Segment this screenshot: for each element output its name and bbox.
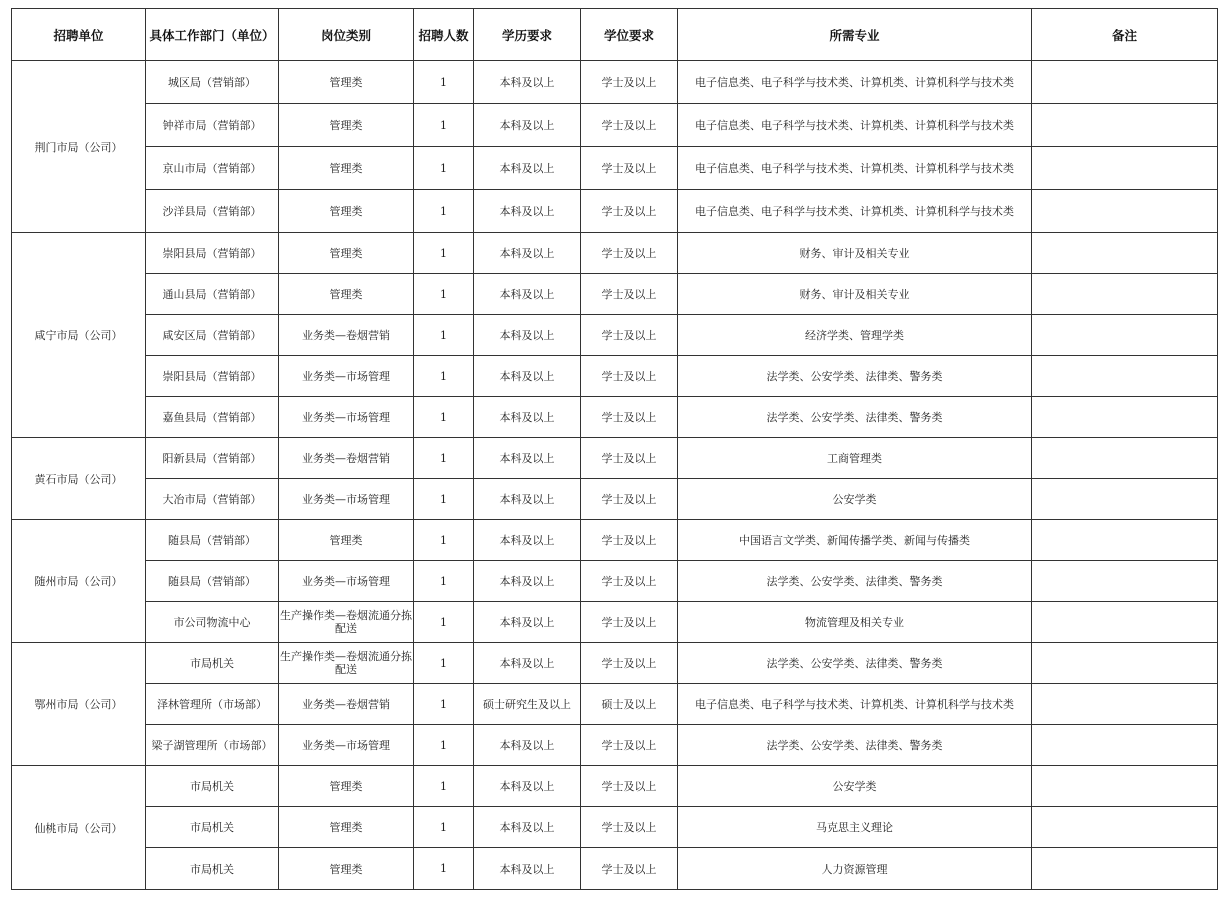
header-major: 所需专业 [678, 9, 1032, 61]
cell-dept: 市局机关 [146, 766, 279, 807]
header-count: 招聘人数 [414, 9, 474, 61]
header-remark: 备注 [1032, 9, 1218, 61]
cell-remark [1032, 766, 1218, 807]
cell-degree: 学士及以上 [581, 397, 678, 438]
cell-major: 电子信息类、电子科学与技术类、计算机类、计算机科学与技术类 [678, 190, 1032, 233]
cell-count: 1 [414, 479, 474, 520]
cell-major: 马克思主义理论 [678, 807, 1032, 848]
cell-remark [1032, 602, 1218, 643]
cell-degree: 学士及以上 [581, 438, 678, 479]
cell-category: 管理类 [279, 104, 414, 147]
cell-dept: 梁子湖管理所（市场部） [146, 725, 279, 766]
cell-degree: 学士及以上 [581, 766, 678, 807]
cell-dept: 钟祥市局（营销部） [146, 104, 279, 147]
table-row [12, 602, 1218, 643]
cell-education: 本科及以上 [474, 479, 581, 520]
cell-category: 业务类—市场管理 [279, 561, 414, 602]
cell-remark [1032, 479, 1218, 520]
cell-degree: 硕士及以上 [581, 684, 678, 725]
table-row [12, 233, 1218, 274]
cell-major: 人力资源管理 [678, 848, 1032, 890]
cell-dept: 沙洋县局（营销部） [146, 190, 279, 233]
cell-degree: 学士及以上 [581, 61, 678, 104]
cell-major: 财务、审计及相关专业 [678, 233, 1032, 274]
cell-category: 业务类—卷烟营销 [279, 438, 414, 479]
cell-category: 业务类—市场管理 [279, 725, 414, 766]
header-degree: 学位要求 [581, 9, 678, 61]
cell-degree: 学士及以上 [581, 848, 678, 890]
cell-dept: 崇阳县局（营销部） [146, 356, 279, 397]
cell-count: 1 [414, 643, 474, 684]
cell-education: 本科及以上 [474, 725, 581, 766]
cell-dept: 随县局（营销部） [146, 561, 279, 602]
cell-major: 公安学类 [678, 479, 1032, 520]
recruitment-table [11, 8, 1218, 890]
table-row [12, 561, 1218, 602]
cell-count: 1 [414, 274, 474, 315]
cell-count: 1 [414, 766, 474, 807]
cell-dept: 咸安区局（营销部） [146, 315, 279, 356]
cell-remark [1032, 315, 1218, 356]
cell-remark [1032, 274, 1218, 315]
cell-major: 电子信息类、电子科学与技术类、计算机类、计算机科学与技术类 [678, 684, 1032, 725]
cell-education: 本科及以上 [474, 315, 581, 356]
cell-category: 管理类 [279, 233, 414, 274]
cell-education: 本科及以上 [474, 274, 581, 315]
cell-major: 电子信息类、电子科学与技术类、计算机类、计算机科学与技术类 [678, 147, 1032, 190]
cell-count: 1 [414, 520, 474, 561]
cell-dept: 市局机关 [146, 643, 279, 684]
cell-category: 业务类—卷烟营销 [279, 684, 414, 725]
cell-major: 经济学类、管理学类 [678, 315, 1032, 356]
table-row [12, 438, 1218, 479]
cell-degree: 学士及以上 [581, 479, 678, 520]
cell-major: 法学类、公安学类、法律类、警务类 [678, 725, 1032, 766]
cell-degree: 学士及以上 [581, 233, 678, 274]
cell-dept: 市局机关 [146, 807, 279, 848]
cell-dept: 市公司物流中心 [146, 602, 279, 643]
cell-dept: 泽林管理所（市场部） [146, 684, 279, 725]
cell-major: 电子信息类、电子科学与技术类、计算机类、计算机科学与技术类 [678, 61, 1032, 104]
cell-remark [1032, 190, 1218, 233]
cell-count: 1 [414, 233, 474, 274]
cell-category: 管理类 [279, 807, 414, 848]
cell-degree: 学士及以上 [581, 725, 678, 766]
cell-remark [1032, 807, 1218, 848]
cell-remark [1032, 725, 1218, 766]
cell-count: 1 [414, 356, 474, 397]
cell-category: 管理类 [279, 766, 414, 807]
cell-count: 1 [414, 61, 474, 104]
cell-dept: 大冶市局（营销部） [146, 479, 279, 520]
cell-category: 管理类 [279, 848, 414, 890]
cell-remark [1032, 520, 1218, 561]
table-row [12, 807, 1218, 848]
cell-remark [1032, 643, 1218, 684]
cell-count: 1 [414, 848, 474, 890]
table-header-row [12, 9, 1218, 61]
cell-category: 业务类—市场管理 [279, 356, 414, 397]
cell-education: 本科及以上 [474, 233, 581, 274]
cell-count: 1 [414, 725, 474, 766]
cell-education: 硕士研究生及以上 [474, 684, 581, 725]
cell-remark [1032, 684, 1218, 725]
cell-dept: 通山县局（营销部） [146, 274, 279, 315]
cell-remark [1032, 438, 1218, 479]
cell-education: 本科及以上 [474, 397, 581, 438]
cell-degree: 学士及以上 [581, 520, 678, 561]
cell-count: 1 [414, 104, 474, 147]
cell-major: 电子信息类、电子科学与技术类、计算机类、计算机科学与技术类 [678, 104, 1032, 147]
cell-dept: 嘉鱼县局（营销部） [146, 397, 279, 438]
cell-education: 本科及以上 [474, 190, 581, 233]
cell-education: 本科及以上 [474, 147, 581, 190]
header-dept: 具体工作部门（单位） [146, 9, 279, 61]
cell-education: 本科及以上 [474, 561, 581, 602]
table-body [12, 61, 1218, 890]
cell-category: 管理类 [279, 520, 414, 561]
cell-education: 本科及以上 [474, 356, 581, 397]
header-education: 学历要求 [474, 9, 581, 61]
cell-category: 生产操作类—卷烟流通分拣配送 [279, 602, 414, 643]
cell-education: 本科及以上 [474, 61, 581, 104]
cell-remark [1032, 61, 1218, 104]
cell-unit: 荆门市局（公司） [12, 61, 146, 233]
table-row [12, 643, 1218, 684]
cell-count: 1 [414, 561, 474, 602]
cell-education: 本科及以上 [474, 807, 581, 848]
cell-major: 公安学类 [678, 766, 1032, 807]
cell-degree: 学士及以上 [581, 274, 678, 315]
cell-remark [1032, 561, 1218, 602]
cell-dept: 京山市局（营销部） [146, 147, 279, 190]
cell-count: 1 [414, 315, 474, 356]
cell-major: 法学类、公安学类、法律类、警务类 [678, 397, 1032, 438]
cell-count: 1 [414, 190, 474, 233]
table-row [12, 315, 1218, 356]
table-row [12, 274, 1218, 315]
cell-major: 工商管理类 [678, 438, 1032, 479]
cell-major: 财务、审计及相关专业 [678, 274, 1032, 315]
cell-category: 管理类 [279, 147, 414, 190]
cell-count: 1 [414, 684, 474, 725]
cell-unit: 鄂州市局（公司） [12, 643, 146, 766]
cell-education: 本科及以上 [474, 438, 581, 479]
cell-major: 法学类、公安学类、法律类、警务类 [678, 356, 1032, 397]
cell-major: 物流管理及相关专业 [678, 602, 1032, 643]
cell-unit: 黄石市局（公司） [12, 438, 146, 520]
cell-category: 管理类 [279, 61, 414, 104]
cell-dept: 随县局（营销部） [146, 520, 279, 561]
cell-degree: 学士及以上 [581, 602, 678, 643]
cell-education: 本科及以上 [474, 848, 581, 890]
cell-remark [1032, 397, 1218, 438]
table-row [12, 725, 1218, 766]
table-row [12, 479, 1218, 520]
table-row [12, 61, 1218, 104]
cell-dept: 市局机关 [146, 848, 279, 890]
cell-major: 中国语言文学类、新闻传播学类、新闻与传播类 [678, 520, 1032, 561]
cell-category: 业务类—卷烟营销 [279, 315, 414, 356]
cell-remark [1032, 356, 1218, 397]
cell-degree: 学士及以上 [581, 315, 678, 356]
table-row [12, 848, 1218, 890]
cell-category: 业务类—市场管理 [279, 397, 414, 438]
cell-major: 法学类、公安学类、法律类、警务类 [678, 643, 1032, 684]
cell-category: 业务类—市场管理 [279, 479, 414, 520]
cell-dept: 阳新县局（营销部） [146, 438, 279, 479]
table-row [12, 147, 1218, 190]
cell-education: 本科及以上 [474, 766, 581, 807]
cell-degree: 学士及以上 [581, 643, 678, 684]
cell-degree: 学士及以上 [581, 356, 678, 397]
cell-unit: 咸宁市局（公司） [12, 233, 146, 438]
cell-major: 法学类、公安学类、法律类、警务类 [678, 561, 1032, 602]
cell-remark [1032, 848, 1218, 890]
cell-category: 管理类 [279, 190, 414, 233]
table-row [12, 684, 1218, 725]
cell-count: 1 [414, 807, 474, 848]
cell-category: 管理类 [279, 274, 414, 315]
cell-education: 本科及以上 [474, 104, 581, 147]
cell-dept: 城区局（营销部） [146, 61, 279, 104]
cell-count: 1 [414, 438, 474, 479]
table-row [12, 520, 1218, 561]
header-unit: 招聘单位 [12, 9, 146, 61]
cell-remark [1032, 104, 1218, 147]
table-row [12, 356, 1218, 397]
cell-education: 本科及以上 [474, 602, 581, 643]
table-row [12, 397, 1218, 438]
cell-remark [1032, 147, 1218, 190]
cell-degree: 学士及以上 [581, 561, 678, 602]
cell-degree: 学士及以上 [581, 147, 678, 190]
cell-degree: 学士及以上 [581, 190, 678, 233]
cell-count: 1 [414, 602, 474, 643]
table-row [12, 104, 1218, 147]
cell-category: 生产操作类—卷烟流通分拣配送 [279, 643, 414, 684]
cell-education: 本科及以上 [474, 643, 581, 684]
table-row [12, 766, 1218, 807]
cell-education: 本科及以上 [474, 520, 581, 561]
table-row [12, 190, 1218, 233]
cell-degree: 学士及以上 [581, 807, 678, 848]
cell-remark [1032, 233, 1218, 274]
cell-dept: 崇阳县局（营销部） [146, 233, 279, 274]
header-category: 岗位类别 [279, 9, 414, 61]
cell-count: 1 [414, 147, 474, 190]
cell-unit: 仙桃市局（公司） [12, 766, 146, 890]
cell-degree: 学士及以上 [581, 104, 678, 147]
cell-count: 1 [414, 397, 474, 438]
cell-unit: 随州市局（公司） [12, 520, 146, 643]
